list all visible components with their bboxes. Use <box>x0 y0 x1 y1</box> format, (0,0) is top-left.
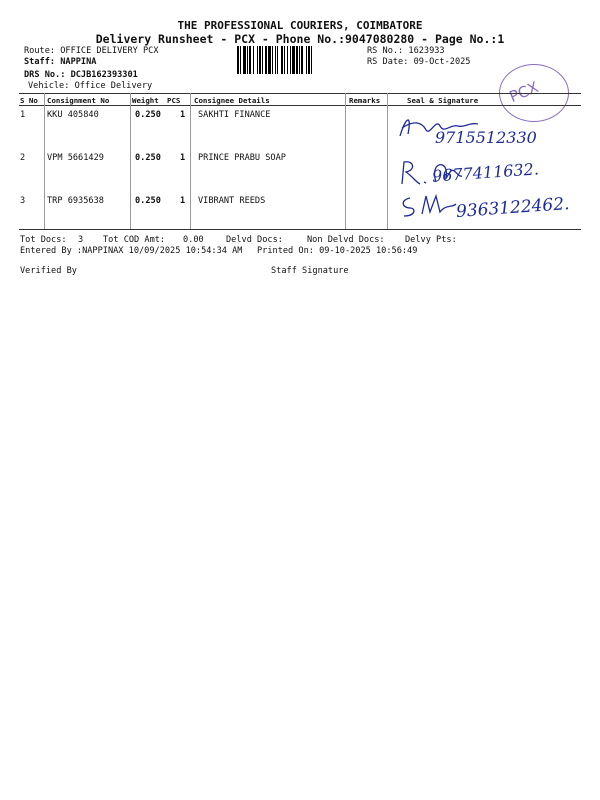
rs-number: RS No.: 1623933 <box>367 46 445 56</box>
printed-on: Printed On: 09-10-2025 10:56:49 <box>257 246 418 256</box>
col-header-sno: S No <box>20 96 38 105</box>
row-weight: 0.250 <box>135 196 161 206</box>
pcx-stamp-text: PCX <box>506 78 542 106</box>
runsheet-title: Delivery Runsheet - PCX - Phone No.:9047080280 - Page No.:1 <box>95 32 505 46</box>
vehicle-label: Vehicle: Office Delivery <box>28 81 153 91</box>
col-header-seal-signature: Seal & Signature <box>407 96 479 105</box>
barcode-bar <box>312 46 314 74</box>
tot-cod-label: Tot COD Amt: <box>103 235 166 245</box>
delvy-pts-label: Delvy Pts: <box>405 235 457 245</box>
table-top-rule <box>19 93 581 94</box>
delvd-docs-label: Delvd Docs: <box>226 235 283 245</box>
barcode <box>237 46 362 74</box>
col-divider <box>387 93 388 229</box>
row-consignment-no: TRP 6935638 <box>47 196 104 206</box>
tot-docs-value: 3 <box>78 235 84 245</box>
row-consignee: SAKHTI FINANCE <box>198 110 271 120</box>
staff-signature-label: Staff Signature <box>271 266 349 276</box>
col-divider <box>190 93 191 229</box>
row-sno: 3 <box>20 196 26 206</box>
row-sno: 2 <box>20 153 26 163</box>
row-pcs: 1 <box>180 196 186 206</box>
handwritten-signature-3 <box>396 190 460 220</box>
rs-date: RS Date: 09-Oct-2025 <box>367 57 471 67</box>
row-consignee: VIBRANT REEDS <box>198 196 266 206</box>
col-header-consignee: Consignee Details <box>194 96 270 105</box>
col-header-consignment: Consignment No <box>47 96 110 105</box>
non-delvd-docs-label: Non Delvd Docs: <box>307 235 385 245</box>
col-divider <box>130 93 131 229</box>
staff-label: Staff: NAPPINA <box>24 57 97 67</box>
col-header-remarks: Remarks <box>349 96 381 105</box>
col-divider <box>44 93 45 229</box>
verified-by-label: Verified By <box>20 266 77 276</box>
row-pcs: 1 <box>180 110 186 120</box>
row-consignment-no: KKU 405840 <box>47 110 99 120</box>
table-bottom-rule <box>19 229 581 230</box>
company-title: THE PROFESSIONAL COURIERS, COIMBATORE <box>177 19 423 32</box>
row-pcs: 1 <box>180 153 186 163</box>
tot-docs-label: Tot Docs: <box>20 235 67 245</box>
row-weight: 0.250 <box>135 110 161 120</box>
handwritten-phone-3: 9363122462. <box>455 194 571 222</box>
route-label: Route: OFFICE DELIVERY PCX <box>24 46 159 56</box>
row-weight: 0.250 <box>135 153 161 163</box>
col-header-pcs: PCS <box>167 96 181 105</box>
handwritten-phone-1: 9715512330 <box>435 128 537 147</box>
table-header-rule <box>19 105 581 106</box>
entered-by: Entered By :NAPPINAX 10/09/2025 10:54:34 AM <box>20 246 243 256</box>
row-consignee: PRINCE PRABU SOAP <box>198 153 286 163</box>
row-sno: 1 <box>20 110 26 120</box>
col-header-weight: Weight <box>132 96 159 105</box>
drs-number: DRS No.: DCJB162393301 <box>24 70 138 80</box>
tot-cod-value: 0.00 <box>183 235 204 245</box>
col-divider <box>345 93 346 229</box>
handwritten-phone-2: 9677411632. <box>431 159 540 186</box>
row-consignment-no: VPM 5661429 <box>47 153 104 163</box>
